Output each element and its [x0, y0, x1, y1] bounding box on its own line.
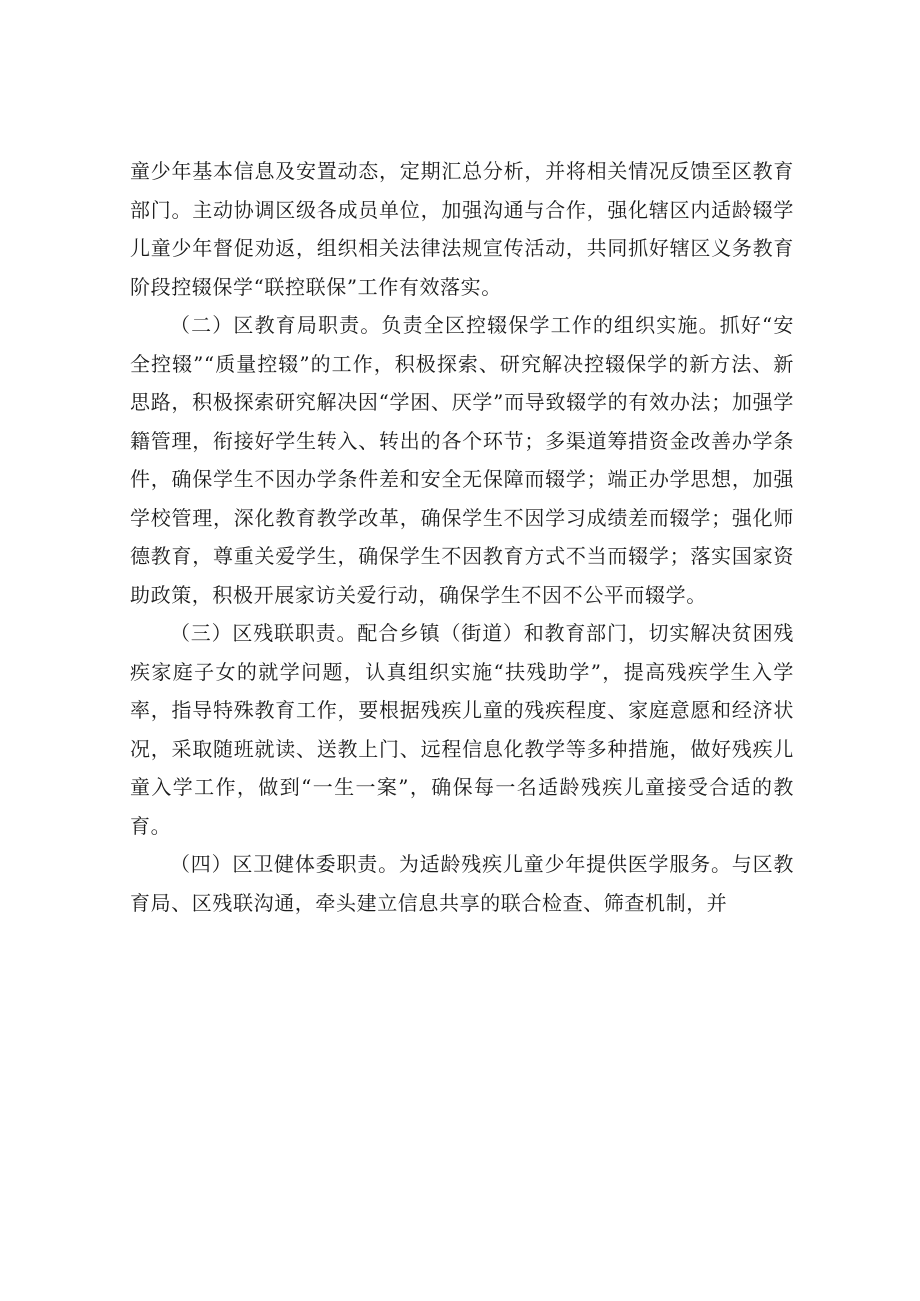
- paragraph-disabled-federation: （三）区残联职责。配合乡镇（街道）和教育部门，切实解决贫困残疾家庭子女的就学问题，认真组织实施“扶残助学”，提高残疾学生入学率，指导特殊教育工作，要根据残疾儿童的残疾程度、家庭意愿和经济状况，采取随班就读、送教上门、远程信息化教学等多种措施，做好残疾儿童入学工作，做到“一生一案”，确保每一名适龄残疾儿童接受合适的教育。: [130, 621, 794, 838]
- paragraph-health-commission: （四）区卫健体委职责。为适龄残疾儿童少年提供医学服务。与区教育局、区残联沟通，牵头建立信息共享的联合检查、筛查机制，并: [130, 852, 794, 915]
- document-body: [130, 152, 794, 922]
- paragraph-education-bureau: （二）区教育局职责。负责全区控辍保学工作的组织实施。抓好“安全控辍”“质量控辍”的工作，积极探索、研究解决控辍保学的新方法、新思路，积极探索研究解决因“学困、厌学”而导致辍学的有效办法；加强学籍管理，衔接好学生转入、转出的各个环节；多渠道筹措资金改善办学条件，确保学生不因办学条件差和安全无保障而辍学；端正办学思想，加强学校管理，深化教育教学改革，确保学生不因学习成绩差而辍学；强化师德教育，尊重关爱学生，确保学生不因教育方式不当而辍学；落实国家资助政策，积极开展家访关爱行动，确保学生不因不公平而辍学。: [130, 313, 794, 607]
- paragraph-continuation: 童少年基本信息及安置动态，定期汇总分析，并将相关情况反馈至区教育部门。主动协调区级各成员单位，加强沟通与合作，强化辖区内适龄辍学儿童少年督促劝返，组织相关法律法规宣传活动，共同抓好辖区义务教育阶段控辍保学“联控联保”工作有效落实。: [130, 159, 794, 299]
